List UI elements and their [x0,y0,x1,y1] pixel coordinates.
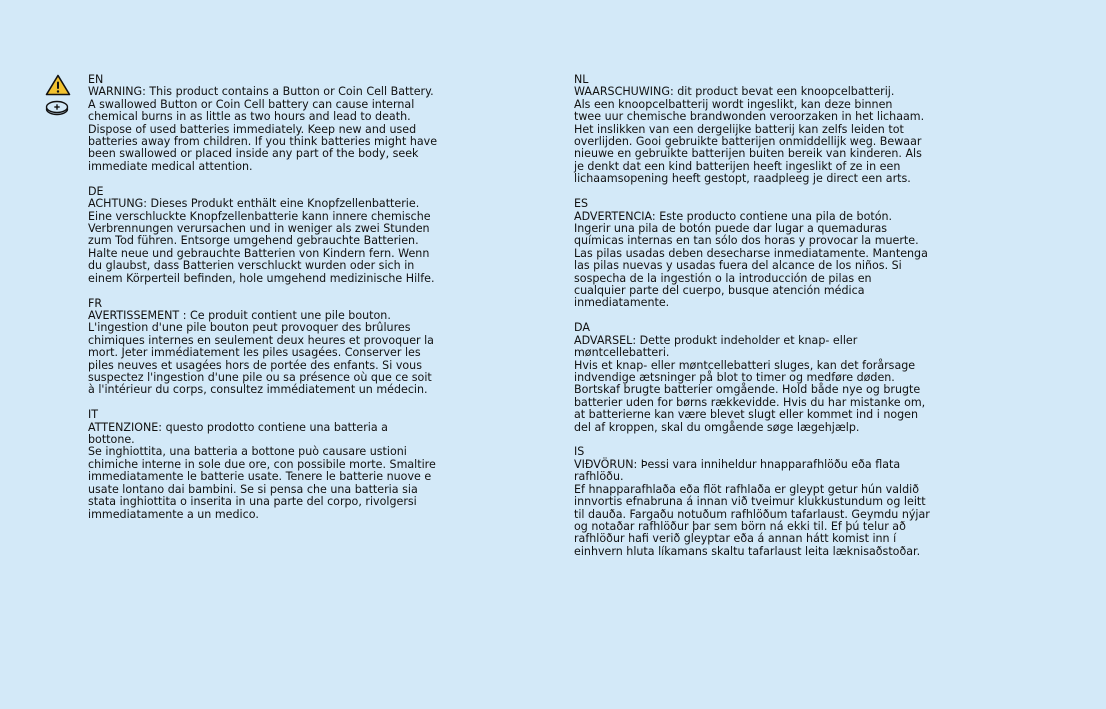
language-code: IT [88,408,99,422]
warning-section-nl [574,74,954,186]
left-column [88,74,468,533]
language-code: DE [88,184,104,198]
warning-text: ACHTUNG: Dieses Produkt enthält eine Knopfzellenbatterie. Eine verschluckte Knopfzellenbatterie kann innere chemische Verbrennungen verursachen und in weniger als zwei Stunden zum Tod führen. Entsorge umgehend gebrauchte Batterien. Halte neue und gebrauchte Batterien von Kindern fern. Wenn du glaubst, dass Batterien verschluckt wurden oder sich in einem Körperteil befinden, hole umgehend medizinische Hilfe. [88,197,435,285]
warning-section-da [574,322,954,434]
warning-text: WARNING: This product contains a Button or Coin Cell Battery. A swallowed Button or Coin Cell battery can cause internal chemical burns in as little as two hours and lead to death. Dispose of used batteries immediately. Keep new and used batteries away from children. If you think batteries might have been swallowed or placed inside any part of the body, seek immediate medical attention. [88,85,438,173]
language-code: IS [574,445,585,459]
icon-column [45,74,75,116]
warning-section-de [88,186,468,285]
warning-text: ADVARSEL: Dette produkt indeholder et knap- eller møntcellebatteri. Hvis et knap- eller møntcellebatteri sluges, kan det forårsage indvendige ætsninger på blot to timer og medføre døden. Bortskaf brugte batterier omgående. Hold både nye og brugte batterier uden for børns rækkevidde. Hvis du har mistanke om, at batterierne kan være blevet slugt eller kommet ind i nogen del af kroppen, skal du omgående søge lægehjælp. [574,333,926,434]
language-code: NL [574,73,589,86]
warning-text: VIÐVÖRUN: Þessi vara inniheldur hnapparafhlöðu eða flata rafhlöðu. Ef hnapparafhlaða eða flöt rafhlaða er gleypt getur hún valdið innvortis efnabruna á innan við tveimur klukkustundum og leitt til dauða. Fargaðu notuðum rafhlöðum tafarlaust. Geymdu nýjar og notaðar rafhlöður þar sem börn ná ekki til. Ef þú telur að rafhlöður hafi verið gleyptar eða á annan hátt komist inn í einhvern hluta líkamans skaltu tafarlaust leita læknisaðstoðar. [574,457,930,558]
warning-section-it [88,409,468,521]
warning-triangle-icon [45,74,71,96]
language-code: FR [88,296,103,310]
warning-text: WAARSCHUWING: dit product bevat een knoopcelbatterij. Als een knoopcelbatterij wordt ingeslikt, kan deze binnen twee uur chemische brandwonden veroorzaken in het lichaam. Het inslikken van een dergelijke batterij kan zelfs leiden tot overlijden. Gooi gebruikte batterijen onmiddellijk weg. Bewaar nieuwe en gebruikte batterijen buiten bereik van kinderen. Als je denkt dat een kind batterijen heeft ingeslikt of ze in een lichaamsopening heeft gestopt, raadpleeg je direct een arts. [574,85,925,186]
warning-text: ATTENZIONE: questo prodotto contiene una batteria a bottone. Se inghiottita, una batteria a bottone può causare ustioni chimiche interne in sole due ore, con possibile morte. Smaltire immediatamente le batterie usate. Tenere le batterie nuove e usate lontano dai bambini. Se si pensa che una batteria sia stata inghiottita o inserita in una parte del corpo, rivolgersi immediatamente a un medico. [88,420,436,521]
warning-section-es [574,198,954,310]
language-code: DA [574,321,590,335]
coin-cell-battery-icon [45,100,69,116]
warning-text: AVERTISSEMENT : Ce produit contient une pile bouton. L'ingestion d'une pile bouton peut provoquer des brûlures chimiques internes en seulement deux heures et provoquer la mort. Jeter immédiatement les piles usagées. Conserver les piles neuves et usagées hors de portée des enfants. Si vous suspectez l'ingestion d'une pile ou sa présence où que ce soit à l'intérieur du corps, consultez immédiatement un médecin. [88,308,434,397]
warning-section-is [574,446,954,558]
right-column [574,74,954,571]
language-code: ES [574,197,589,211]
language-code: EN [88,73,104,86]
warning-text: ADVERTENCIA: Este producto contiene una pila de botón. Ingerir una pila de botón puede dar lugar a quemaduras químicas internas en tan sólo dos horas y provocar la muerte. Las pilas usadas deben desecharse inmediatamente. Mantenga las pilas nuevas y usadas fuera del alcance de los niños. Si sospecha de la ingestión o la introducción de pilas en cualquier parte del cuerpo, busque atención médica inmediatamente. [574,209,928,310]
warning-section-en [88,74,468,173]
warning-section-fr [88,298,468,397]
